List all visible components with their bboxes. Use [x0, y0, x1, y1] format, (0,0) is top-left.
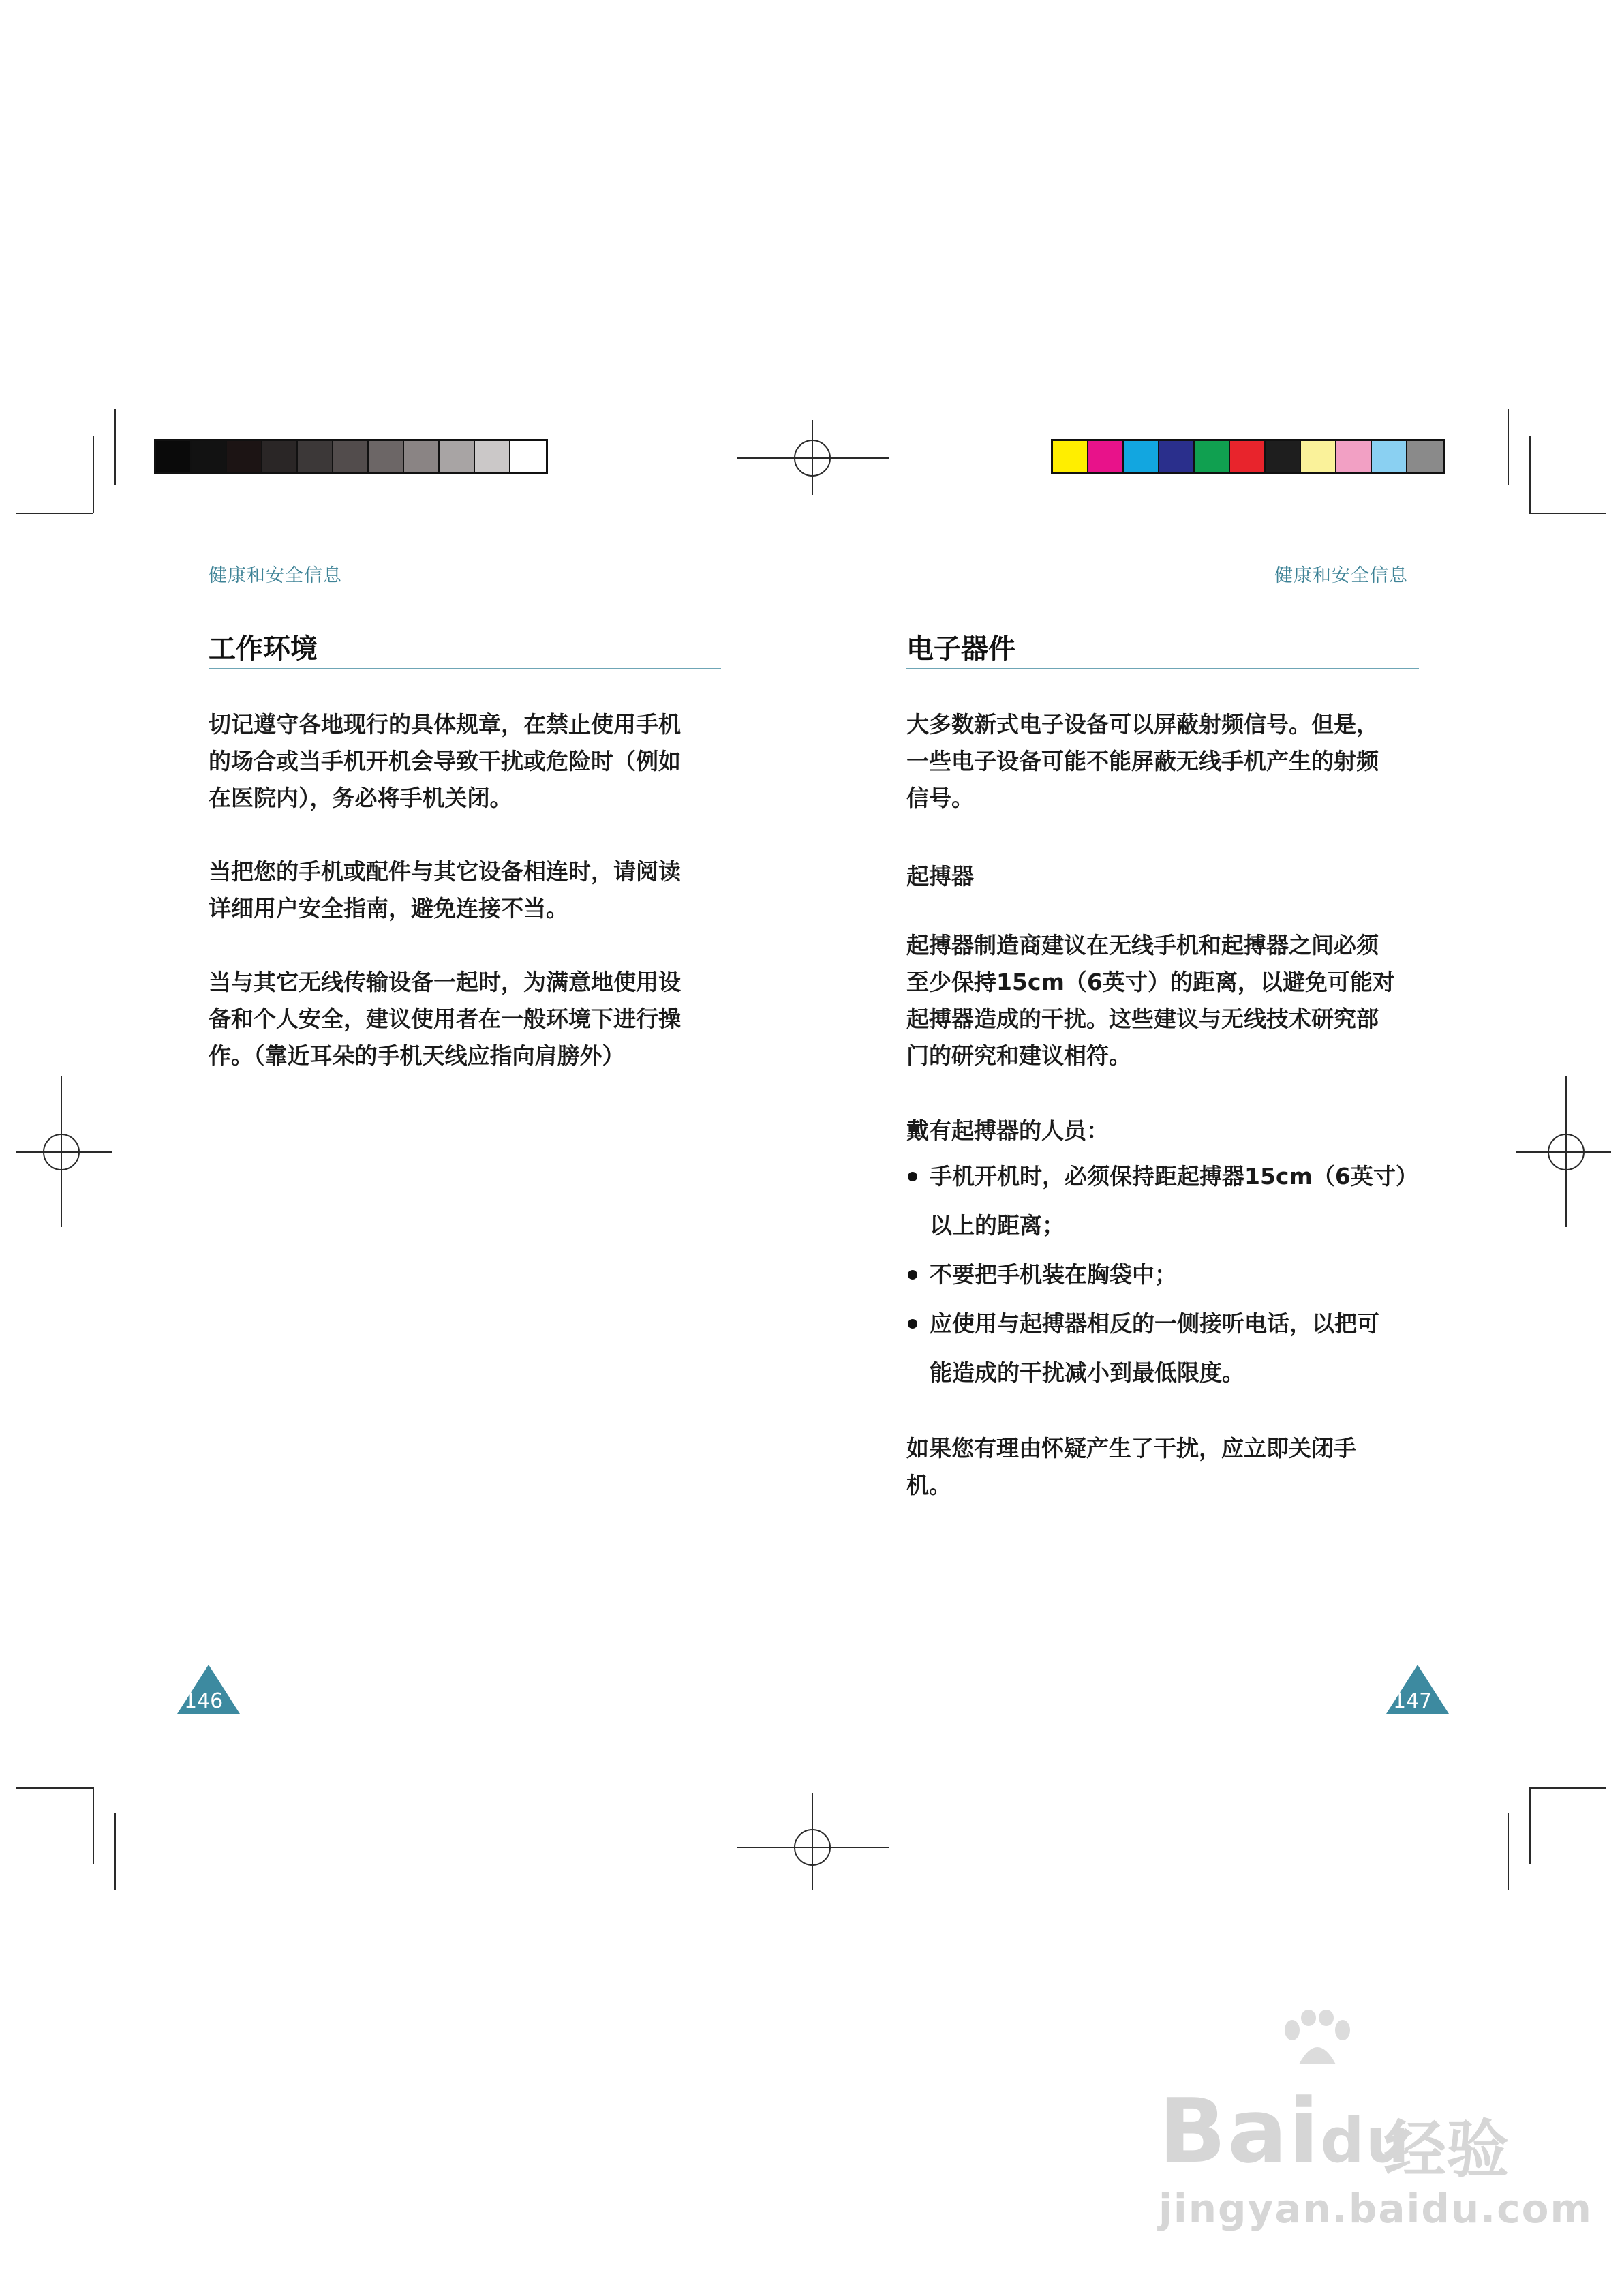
color-swatch — [262, 441, 298, 472]
text-line: 门的研究和建议相符。 — [906, 1042, 1131, 1069]
text-line: 详细用户安全指南，避免连接不当。 — [209, 895, 568, 922]
crop-mark — [1508, 1813, 1509, 1890]
paragraph-right-pacemaker — [906, 927, 1395, 1074]
text-line: 应使用与起搏器相反的一侧接听电话，以把可 — [930, 1310, 1379, 1337]
color-swatch — [1407, 441, 1443, 472]
color-swatch — [510, 441, 546, 472]
text-line: 起搏器制造商建议在无线手机和起搏器之间必须 — [906, 932, 1379, 958]
paragraph-left-3 — [209, 964, 681, 1074]
watermark-url: jingyan.baidu.com — [1159, 2186, 1593, 2232]
color-swatch — [1124, 441, 1159, 472]
section-title-left: 工作环境 — [209, 633, 318, 665]
bullet-dot — [908, 1270, 917, 1280]
section-title-right: 电子器件 — [906, 633, 1015, 665]
registration-line — [16, 1151, 112, 1153]
crop-mark — [114, 409, 116, 485]
bullet-dot — [908, 1172, 917, 1181]
crop-mark — [93, 1787, 94, 1864]
paragraph-left-2 — [209, 854, 681, 927]
text-line: 戴有起搏器的人员： — [906, 1117, 1109, 1144]
registration-line — [1565, 1076, 1567, 1227]
color-swatch — [404, 441, 440, 472]
text-line: 当与其它无线传输设备一起时，为满意地使用设 — [209, 969, 681, 995]
text-line: 机。 — [906, 1472, 951, 1498]
bullet-item-2 — [930, 1250, 1177, 1299]
crop-mark — [1529, 1787, 1606, 1789]
color-swatch — [156, 441, 192, 472]
text-line: 至少保持15cm（6英寸）的距离，以避免可能对 — [906, 969, 1395, 995]
crop-mark — [114, 1813, 116, 1890]
color-swatch — [227, 441, 262, 472]
registration-line — [1516, 1151, 1611, 1153]
crop-mark — [1529, 436, 1531, 513]
color-swatch — [1230, 441, 1266, 472]
crop-mark — [16, 513, 93, 514]
watermark-brand-cn: 经验 — [1383, 2113, 1510, 2186]
color-swatch — [1372, 441, 1407, 472]
text-line: 在医院内），务必将手机关闭。 — [209, 785, 512, 811]
text-line: 作。（靠近耳朵的手机天线应指向肩膀外） — [209, 1042, 625, 1069]
paragraph-right-closing — [906, 1430, 1356, 1504]
page-number-left: 146 — [184, 1689, 224, 1713]
registration-line — [61, 1076, 62, 1227]
crop-mark — [16, 1787, 93, 1789]
watermark-brand-bai: Bai — [1159, 2079, 1321, 2183]
paragraph-right-intro — [906, 706, 1379, 817]
color-swatch — [298, 441, 333, 472]
color-swatch — [1301, 441, 1336, 472]
text-line: 切记遵守各地现行的具体规章，在禁止使用手机 — [209, 711, 681, 738]
registration-line — [737, 1847, 889, 1848]
color-swatch — [475, 441, 510, 472]
title-rule-left — [209, 668, 721, 669]
text-line: 手机开机时，必须保持距起搏器15cm（6英寸） — [930, 1163, 1418, 1190]
color-swatch — [333, 441, 369, 472]
crop-mark — [1529, 513, 1606, 514]
crop-mark — [93, 436, 94, 513]
bullet-item-1 — [930, 1152, 1418, 1250]
color-swatch — [369, 441, 404, 472]
color-swatch — [1195, 441, 1230, 472]
text-line: 的场合或当手机开机会导致干扰或危险时（例如 — [209, 748, 681, 774]
color-swatch — [1159, 441, 1195, 472]
paw-icon — [1279, 2010, 1353, 2071]
paragraph-left-1 — [209, 706, 681, 817]
color-swatch — [1336, 441, 1372, 472]
registration-line — [737, 457, 889, 459]
grayscale-color-bar — [154, 439, 548, 474]
watermark-brand — [1159, 2079, 1411, 2183]
registration-line — [812, 420, 813, 495]
wearers-label — [906, 1113, 1109, 1149]
running-header-left: 健康和安全信息 — [209, 565, 342, 586]
watermark-brand-du: du — [1320, 2105, 1411, 2177]
registration-line — [812, 1793, 813, 1890]
text-line: 一些电子设备可能不能屏蔽无线手机产生的射频 — [906, 748, 1379, 774]
text-line: 备和个人安全，建议使用者在一般环境下进行操 — [209, 1006, 681, 1032]
bullet-dot — [908, 1319, 917, 1329]
crop-mark — [1508, 409, 1509, 485]
text-line: 如果您有理由怀疑产生了干扰，应立即关闭手 — [906, 1435, 1356, 1462]
text-line: 当把您的手机或配件与其它设备相连时，请阅读 — [209, 858, 681, 885]
text-line: 信号。 — [906, 785, 974, 811]
color-swatch — [1053, 441, 1088, 472]
color-swatch — [440, 441, 475, 472]
crop-mark — [1529, 1787, 1531, 1864]
title-rule-right — [906, 668, 1419, 669]
bullet-item-3 — [930, 1299, 1379, 1398]
color-swatch — [1266, 441, 1301, 472]
running-header-right: 健康和安全信息 — [1274, 565, 1408, 586]
color-swatch — [1088, 441, 1124, 472]
subheading-pacemaker: 起搏器 — [906, 863, 974, 890]
text-line: 能造成的干扰减小到最低限度。 — [930, 1359, 1244, 1386]
text-line: 以上的距离； — [930, 1212, 1065, 1239]
process-color-bar — [1051, 439, 1445, 474]
color-swatch — [192, 441, 227, 472]
text-line: 不要把手机装在胸袋中； — [930, 1261, 1177, 1288]
text-line: 大多数新式电子设备可以屏蔽射频信号。但是， — [906, 711, 1379, 738]
page-number-right: 147 — [1393, 1689, 1433, 1713]
text-line: 起搏器造成的干扰。这些建议与无线技术研究部 — [906, 1006, 1379, 1032]
